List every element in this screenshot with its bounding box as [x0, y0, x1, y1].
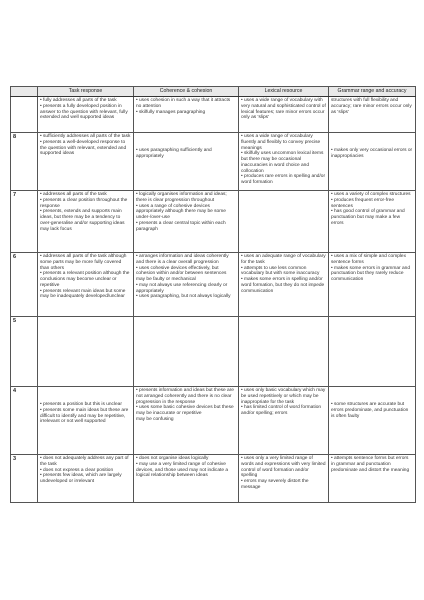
task-response-cell — [38, 317, 134, 387]
band-number: 3 — [11, 455, 38, 503]
lexical-cell — [239, 317, 329, 387]
band-number: 6 — [11, 253, 38, 317]
task-response-cell: • presents a position but this is unclear • presents some main ideas but these are difficult to identify and may be repetitive, irrelevant or not well supported — [38, 387, 134, 455]
task-response-cell: • does not adequately address any part of the task • does not express a clear position • presents few ideas, which are largely undeveloped or irrelevant — [38, 455, 134, 503]
grammar-cell: • uses a mix of simple and complex sentence forms • makes some errors in grammar and punctuation but they rarely reduce communication — [329, 253, 416, 317]
table-row — [11, 387, 416, 455]
task-response-cell: • sufficiently addresses all parts of the task • presents a well-developed response to the question with relevant, extended and supported ideas — [38, 133, 134, 191]
grammar-cell: • uses a variety of complex structures • produces frequent error-free sentences • has good control of grammar and punctuation but may make a few errors — [329, 191, 416, 253]
grammar-cell — [329, 317, 416, 387]
task-response-cell: • fully addresses all parts of the task • presents a fully developed position in answer to the question with relevant, fully extended and well supported ideas — [38, 97, 134, 133]
header-coherence: Coherence & cohesion — [134, 87, 239, 97]
table-row — [11, 97, 416, 133]
coherence-cell: • uses paragraphing sufficiently and appropriately — [134, 133, 239, 191]
band-descriptor-table — [10, 86, 415, 502]
grammar-cell: • attempts sentence forms but errors in grammar and punctuation predominate and distort the meaning — [329, 455, 416, 503]
header-lexical: Lexical resource — [239, 87, 329, 97]
coherence-cell — [134, 317, 239, 387]
header-task-response: Task response — [38, 87, 134, 97]
band-number: 4 — [11, 387, 38, 455]
grammar-cell: • some structures are accurate but errors predominate, and punctuation is often faulty — [329, 387, 416, 455]
lexical-cell: • uses an adequate range of vocabulary for the task • attempts to use less common vocabulary but with some inaccuracy • makes some errors in spelling and/or word formation, but they do not impede communication — [239, 253, 329, 317]
coherence-cell: • logically organises information and ideas; there is clear progression throughout • uses a range of cohesive devices appropriately although there may be some under-/over-use • presents a clear central topic within each paragraph — [134, 191, 239, 253]
table-row — [11, 317, 416, 387]
band-number: 7 — [11, 191, 38, 253]
lexical-cell: • uses only basic vocabulary which may be used repetitively or which may be inappropriate for the task • has limited control of word formation and/or spelling; errors — [239, 387, 329, 455]
coherence-cell: • does not organise ideas logically • may use a very limited range of cohesive devices, and those used may not indicate a logical relationship between ideas — [134, 455, 239, 503]
lexical-cell: • uses a wide range of vocabulary fluently and flexibly to convey precise meanings • skilfully uses uncommon lexical items but there may be occasional inaccuracies in word choice and collocation • produces rare errors in spelling and/or word formation — [239, 133, 329, 191]
lexical-cell: • uses a wide range of vocabulary with very natural and sophisticated control of lexical features; rare minor errors occur only as 'slips' — [239, 97, 329, 133]
grammar-cell: structures with full flexibility and accuracy; rare minor errors occur only as 'slips' — [329, 97, 416, 133]
table-row — [11, 455, 416, 503]
table-row — [11, 191, 416, 253]
band-number: 8 — [11, 133, 38, 191]
lexical-cell: • uses only a very limited range of words and expressions with very limited control of word formation and/or spelling • errors may severely distort the message — [239, 455, 329, 503]
coherence-cell: • presents information and ideas but these are not arranged coherently and there is no clear progression in the response • uses some basic cohesive devices but these may be inaccurate or repetitive may be confusing — [134, 387, 239, 455]
header-grammar: Grammar range and accuracy — [329, 87, 416, 97]
table-row — [11, 253, 416, 317]
band-number — [11, 97, 38, 133]
band-number: 5 — [11, 317, 38, 387]
coherence-cell: • uses cohesion in such a way that it attracts no attention • skilfully manages paragraphing — [134, 97, 239, 133]
task-response-cell: • addresses all parts of the task • presents a clear position throughout the response • presents, extends and supports main ideas, but there may be a tendency to over-generalise and/or supporting ideas may lack focus — [38, 191, 134, 253]
task-response-cell: • addresses all parts of the task although some parts may be more fully covered than others • presents a relevant position although the conclusions may become unclear or repetitive • presents relevant main ideas but some may be inadequately developed/unclear — [38, 253, 134, 317]
coherence-cell: • arranges information and ideas coherently and there is a clear overall progression • uses cohesive devices effectively, but cohesion within and/or between sentences may be faulty or mechanical • may not always use referencing clearly or appropriately • uses paragraphing, but not always logically — [134, 253, 239, 317]
lexical-cell — [239, 191, 329, 253]
header-band — [11, 87, 38, 97]
table-header-row — [11, 87, 416, 97]
table-row — [11, 133, 416, 191]
grammar-cell: • makes only very occasional errors or inappropriacies — [329, 133, 416, 191]
